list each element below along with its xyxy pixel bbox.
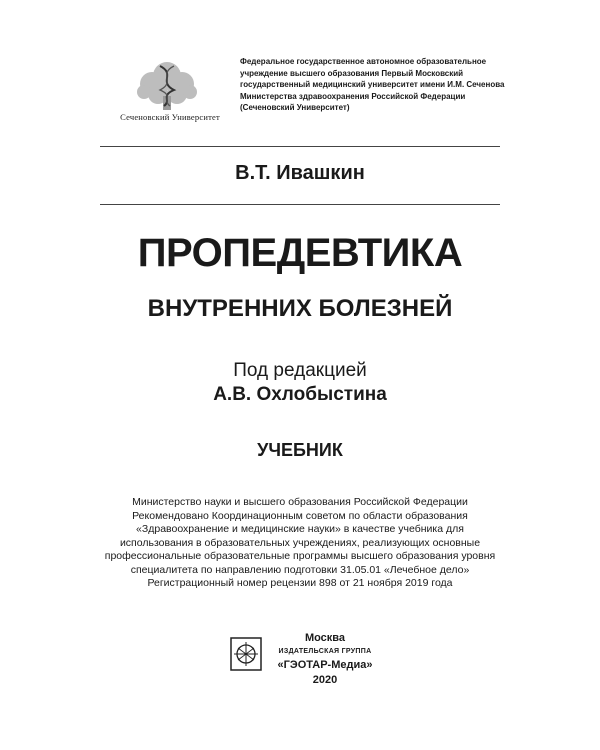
approval-line: Министерство науки и высшего образования Российской Федерации [132,496,468,508]
approval-line: Рекомендовано Координационным советом по области образования [132,509,468,522]
edited-by-label: Под редакцией [233,360,367,381]
approval-line: профессиональные образовательные программы высшего образования уровня [104,550,496,562]
institution-line: государственный медицинский университет имени И.М. Сеченова [240,80,505,89]
approval-text [95,496,505,591]
book-title: ПРОПЕДЕВТИКА [137,231,463,275]
institution-line: (Сеченовский Университет) [240,103,350,112]
approval-line: Регистрационный номер рецензии 898 от 21 ноября 2019 года [147,577,453,589]
editor-name: А.В. Охлобыстина [213,384,387,405]
approval-line: специалитета по направлению подготовки 31.05.01 «Лечебное дело» [130,563,470,576]
divider-middle [100,204,500,205]
publisher-logo-icon [230,632,264,676]
approval-line: использования в образовательных учреждениях, реализующих основные [119,536,481,549]
institution-line: Федеральное государственное автономное образовательное [240,57,487,66]
publisher-city: Москва [304,632,346,644]
book-type: УЧЕБНИК [257,440,343,460]
author-name: В.Т. Ивашкин [235,162,365,184]
approval-line: «Здравоохранение и медицинские науки» в качестве учебника для [136,523,464,535]
institution-line: Министерства здравоохранения Российской Федерации [240,91,466,101]
book-subtitle: ВНУТРЕННИХ БОЛЕЗНЕЙ [147,295,453,322]
publication-year: 2020 [312,674,338,686]
publisher-group-label: ИЗДАТЕЛЬСКАЯ ГРУППА [278,648,372,655]
divider-top [100,146,500,147]
university-logo-caption: Сеченовский Университет [120,112,220,122]
institution-name [240,56,510,114]
publisher-name: «ГЭОТАР-Медиа» [277,659,373,671]
institution-line: учреждение высшего образования Первый Московский [240,68,464,78]
